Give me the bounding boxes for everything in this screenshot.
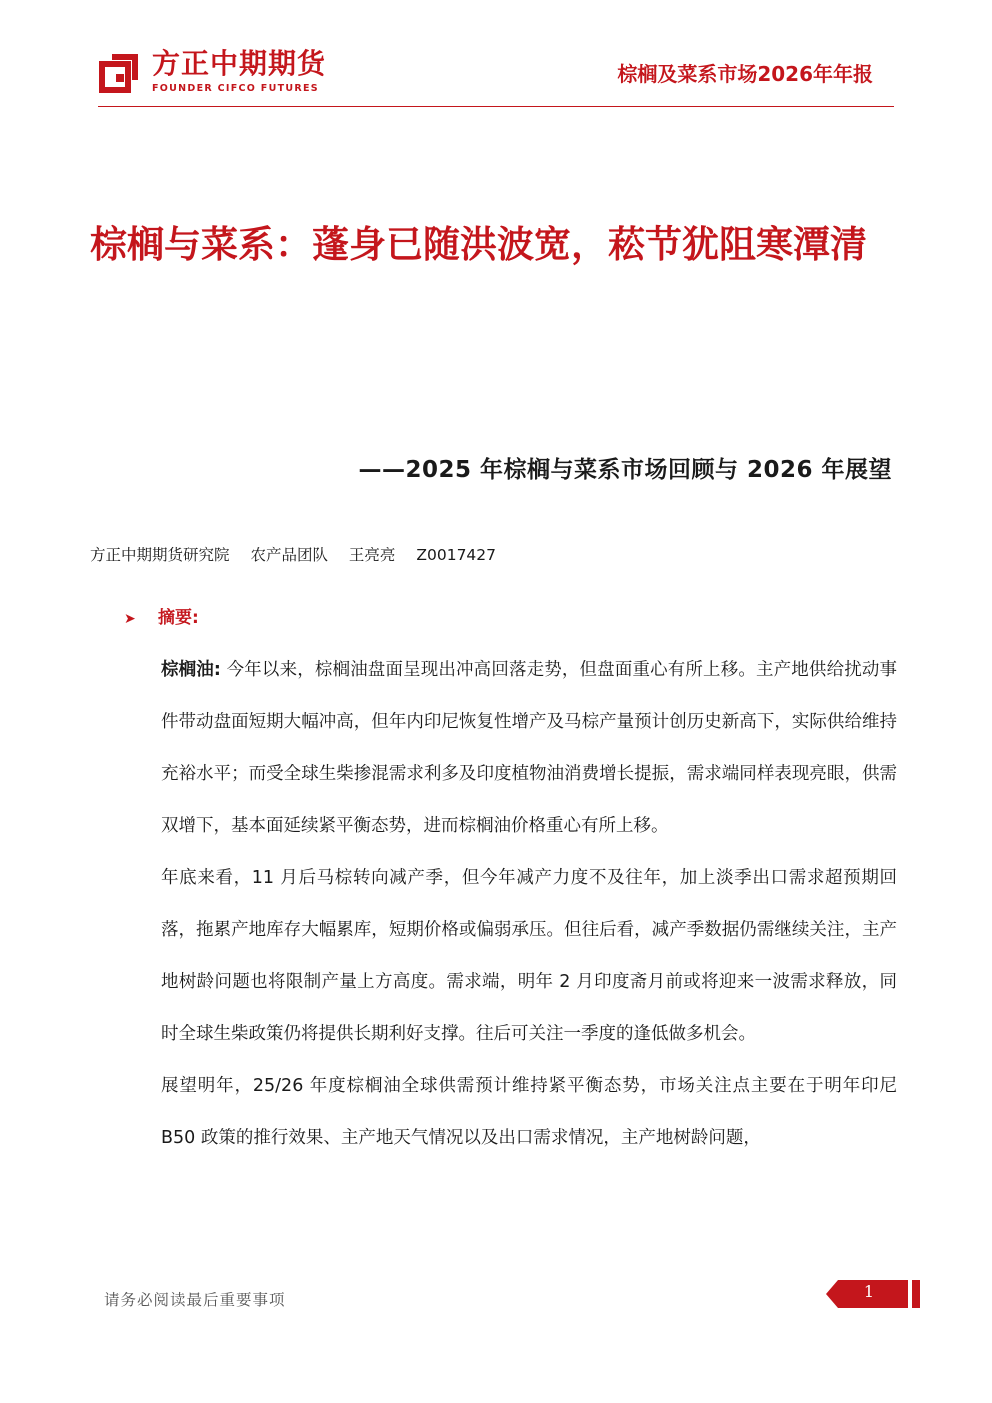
page-number: 1 (863, 1282, 875, 1301)
founder-logo-icon (98, 50, 142, 94)
author-line (90, 542, 512, 568)
paragraph-lead: 棕榈油: (161, 660, 221, 680)
abstract-paragraph (161, 644, 897, 852)
paragraph-text: 年底来看，11 月后马棕转向减产季，但今年减产力度不及往年，加上淡季出口需求超预期回落，拖累产地库存大幅累库，短期价格或偏弱承压。但往后看，减产季数据仍需继续关注，主产地树龄问题也将限制产量上方高度。需求端，明年 2 月印度斋月前或将迎来一波需求释放，同时全球生柴政策仍将提供长期利好支撑。往后可关注一季度的逢低做多机会。 (161, 868, 897, 1044)
author-institute: 方正中期期货研究院 (90, 546, 230, 564)
footer-disclaimer-note: 请务必阅读最后重要事项 (104, 1291, 286, 1309)
abstract-heading (124, 604, 199, 632)
logo-chinese-name: 方正中期期货 (152, 47, 327, 80)
company-logo (98, 48, 358, 98)
header-divider (98, 106, 894, 107)
report-series-name: 棕榈及菜系市场2026年年报 (617, 62, 873, 86)
arrow-right-icon: ➤ (124, 611, 136, 627)
abstract-heading-label: 摘要: (158, 608, 199, 628)
abstract-paragraph (161, 1060, 897, 1164)
author-team: 农产品团队 (250, 546, 328, 564)
author-license: Z0017427 (416, 546, 497, 564)
report-title: 棕榈与菜系：蓬身已随洪波宽，菘节犹阻寒潭清 (90, 223, 867, 266)
paragraph-text: 今年以来，棕榈油盘面呈现出冲高回落走势，但盘面重心有所上移。主产地供给扰动事件带动盘面短期大幅冲高，但年内印尼恢复性增产及马棕产量预计创历史新高下，实际供给维持充裕水平；而受全球生柴掺混需求利多及印度植物油消费增长提振，需求端同样表现亮眼，供需双增下，基本面延续紧平衡态势，进而棕榈油价格重心有所上移。 (161, 660, 898, 836)
abstract-body (161, 644, 897, 1164)
report-subtitle: ——2025 年棕榈与菜系市场回顾与 2026 年展望 (358, 457, 892, 483)
abstract-paragraph (161, 852, 897, 1060)
logo-english-name: FOUNDER CIFCO FUTURES (152, 83, 319, 94)
author-name: 王亮亮 (348, 546, 396, 564)
paragraph-text: 展望明年，25/26 年度棕榈油全球供需预计维持紧平衡态势，市场关注点主要在于明年印尼 B50 政策的推行效果、主产地天气情况以及出口需求情况，主产地树龄问题， (161, 1076, 897, 1148)
